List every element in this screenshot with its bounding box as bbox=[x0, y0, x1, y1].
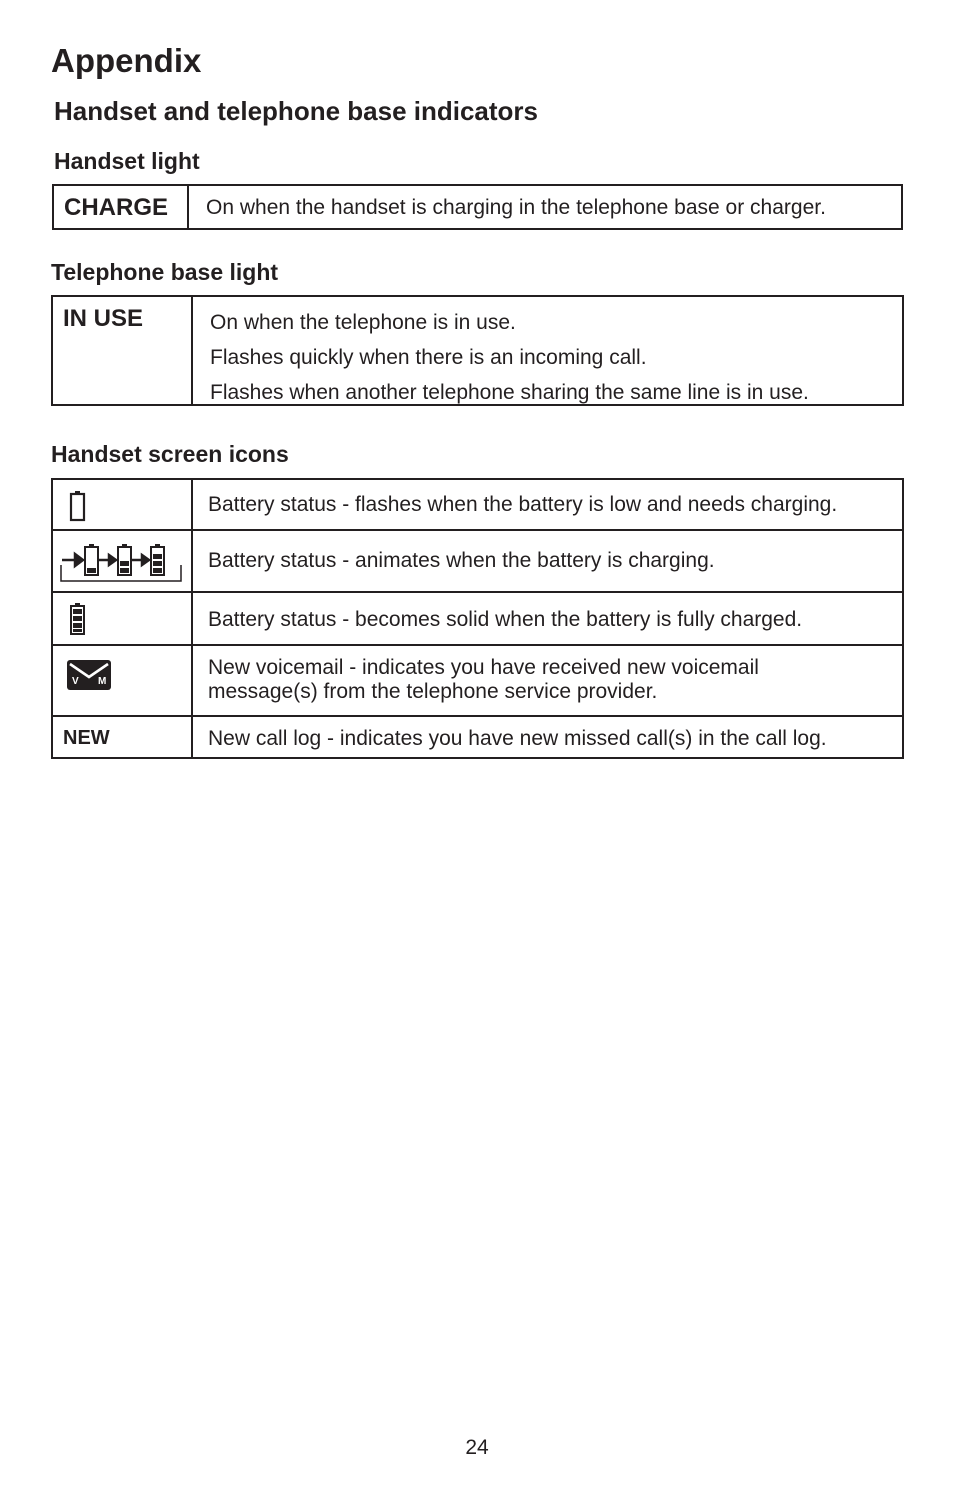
table-cell-icon bbox=[53, 480, 193, 529]
in-use-label: IN USE bbox=[63, 305, 144, 332]
table-row bbox=[53, 529, 902, 591]
icon-description: New call log - indicates you have new missed call(s) in the call log. bbox=[208, 727, 827, 750]
page-number: 24 bbox=[465, 1436, 489, 1459]
icon-description: Battery status - animates when the battery is charging. bbox=[208, 549, 715, 572]
table-cell-icon bbox=[53, 593, 193, 644]
voicemail-letter-v: V bbox=[72, 676, 79, 687]
screen-icons-table bbox=[51, 478, 904, 759]
icon-description: Battery status - flashes when the battery is low and needs charging. bbox=[208, 493, 838, 516]
in-use-description bbox=[210, 305, 809, 410]
screen-icons-heading: Handset screen icons bbox=[51, 441, 289, 467]
table-row bbox=[54, 186, 901, 228]
in-use-line: Flashes quickly when there is an incoming call. bbox=[210, 346, 647, 369]
table-row bbox=[53, 480, 902, 529]
in-use-line: On when the telephone is in use. bbox=[210, 311, 516, 334]
voicemail-description bbox=[208, 656, 759, 704]
battery-empty-icon bbox=[69, 490, 87, 522]
table-cell-label bbox=[53, 717, 193, 759]
table-row bbox=[53, 715, 902, 759]
table-cell-icon bbox=[53, 646, 193, 715]
base-light-heading: Telephone base light bbox=[51, 259, 279, 285]
battery-charging-animation-icon bbox=[59, 543, 183, 583]
voicemail-line: New voicemail - indicates you have received new voicemail bbox=[208, 656, 759, 679]
section-title: Handset and telephone base indicators bbox=[54, 96, 538, 126]
table-cell-label bbox=[54, 186, 189, 228]
table-cell-icon bbox=[53, 531, 193, 591]
table-row bbox=[53, 591, 902, 644]
in-use-line: Flashes when another telephone sharing the same line is in use. bbox=[210, 381, 809, 404]
table-row bbox=[53, 644, 902, 715]
charge-description: On when the handset is charging in the telephone base or charger. bbox=[206, 196, 826, 219]
handset-light-table bbox=[52, 184, 903, 230]
voicemail-letter-m: M bbox=[98, 676, 107, 687]
charge-label: CHARGE bbox=[64, 194, 169, 221]
page-title: Appendix bbox=[51, 42, 202, 79]
new-label: NEW bbox=[63, 727, 110, 749]
table-row bbox=[53, 297, 902, 404]
battery-full-icon bbox=[69, 602, 87, 636]
voicemail-envelope-icon bbox=[67, 660, 111, 690]
table-cell-label bbox=[53, 297, 193, 404]
voicemail-line: message(s) from the telephone service provider. bbox=[208, 680, 658, 703]
icon-description: Battery status - becomes solid when the battery is fully charged. bbox=[208, 608, 803, 631]
handset-light-heading: Handset light bbox=[54, 148, 200, 174]
base-light-table bbox=[51, 295, 904, 406]
